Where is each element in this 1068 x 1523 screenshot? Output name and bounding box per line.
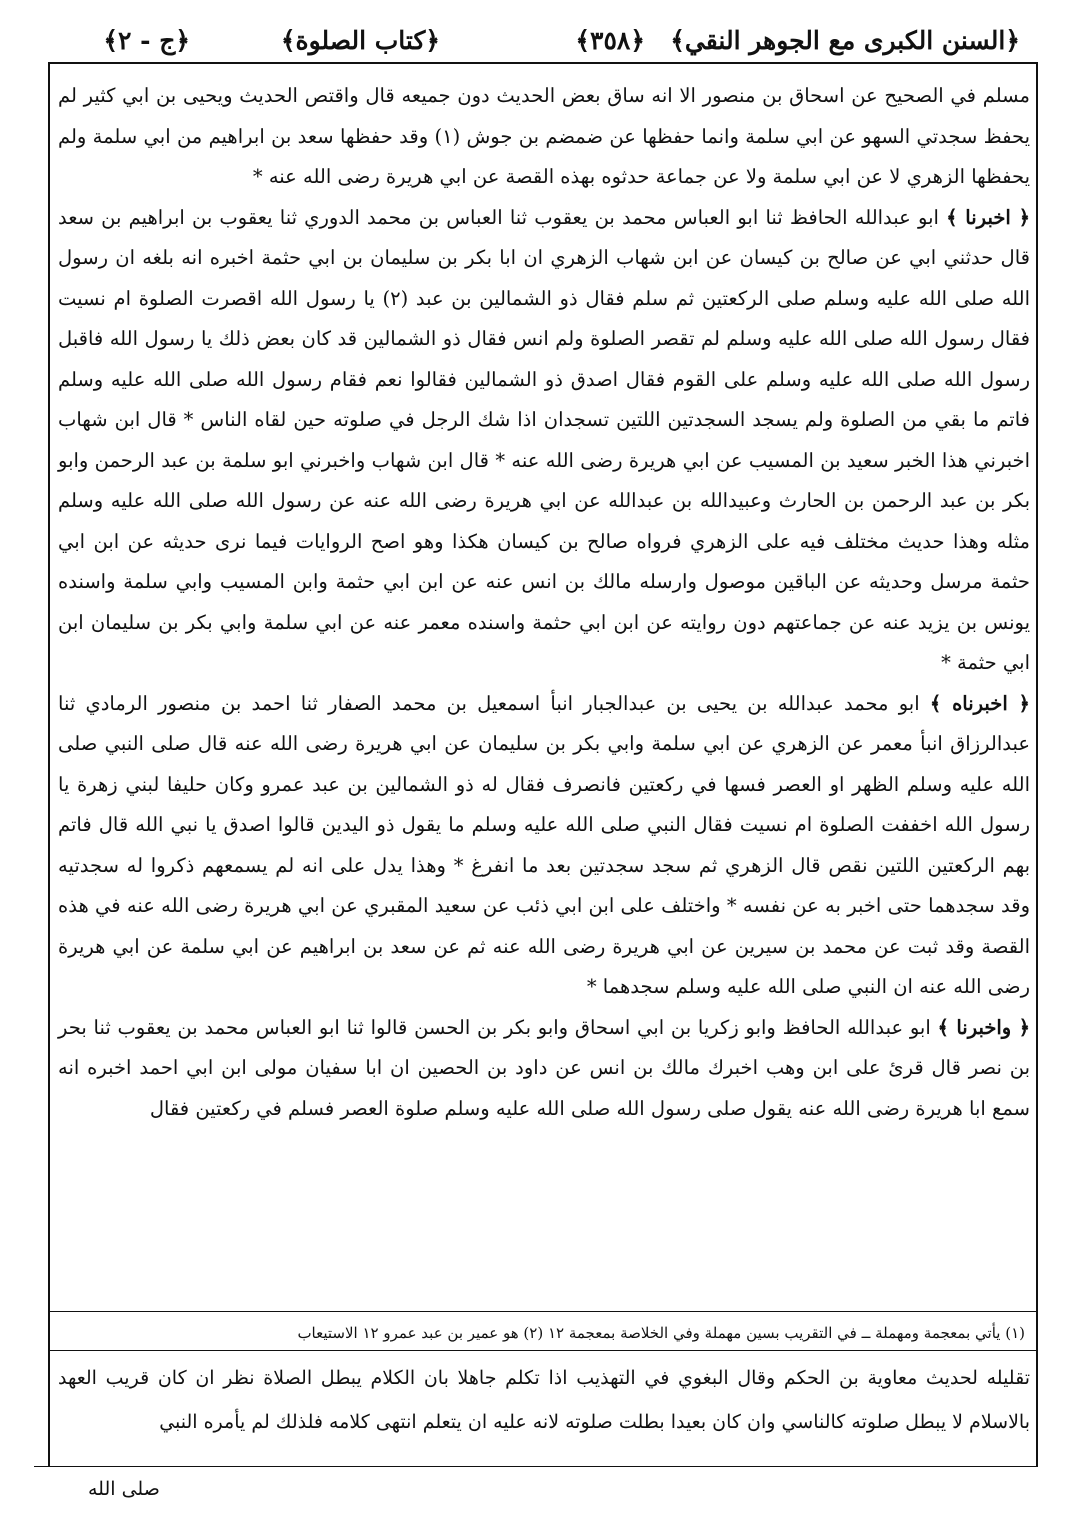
paragraph (58, 198, 1030, 684)
paragraph-text: ابو عبدالله الحافظ ثنا ابو العباس محمد بن يعقوب ثنا العباس بن محمد الدوري ثنا يعقوب بن ابراهيم بن سعد قال حدثني ابي عن صالح بن كيسان عن ابن شهاب الزهري ان ابا بكر بن سليمان بن ابي حثمة اخبره انه بلغه ان رسول الله صلى الله عليه وسلم صلى الركعتين ثم سلم فقال ذو الشمالين بن عبد (٢) يا رسول الله اقصرت الصلوة ام نسيت فقال رسول الله صلى الله عليه وسلم لم تقصر الصلوة ولم انس فقال ذو الشمالين قد كان بعض ذلك يا رسول الله فاقبل رسول الله صلى الله عليه وسلم على القوم فقال اصدق ذو الشمالين فقالوا نعم فقام رسول الله صلى الله عليه وسلم فاتم ما بقي من الصلوة ولم يسجد السجدتين اللتين تسجدان اذا شك الرجل في صلوته حين لقاه الناس * قال ابن شهاب اخبرني هذا الخبر سعيد بن المسيب عن ابي هريرة رضى الله عنه * قال ابن شهاب واخبرني ابو سلمة بن عبد الرحمن وابو بكر بن عبد الرحمن بن الحارث وعبيدالله بن عبدالله عن ابي هريرة رضى الله عنه عن رسول الله صلى الله عليه وسلم مثله وهذا حديث مختلف فيه على الزهري فرواه صالح بن كيسان هكذا وهو اصح الروايات فيما نرى حديثه عن ابن ابي حثمة مرسل وحديثه عن الباقين موصول وارسله مالك بن انس عنه عن ابن ابي حثمة وابن المسيب وابي سلمة واسنده يونس بن يزيد عنه عن جماعتهم دون روايته عن ابن ابي حثمة واسنده معمر عنه عن ابي سلمة وابي بكر بن سليمان ابن ابي حثمة * (58, 205, 1030, 674)
paragraph (58, 684, 1030, 1008)
commentary-divider (48, 1350, 1038, 1351)
paragraph-text: مسلم في الصحيح عن اسحاق بن منصور الا انه ساق بعض الحديث دون جميعه قال واقتص الحديث ويحيى بن ابي كثير لم يحفظ سجدتي السهو عن ابي سلمة وانما حفظها عن ضمضم بن جوش (١) وقد حفظها سعد بن ابراهيم من ابي سلمة ولم يحفظها الزهري لا عن ابي سلمة ولا عن جماعة حدثوه بهذه القصة عن ابي هريرة رضى الله عنه * (58, 84, 1031, 188)
commentary: تقليله لحديث معاوية بن الحكم وقال البغوي في التهذيب اذا تكلم جاهلا بان الكلام يبطل الصلاة نظر ان كان قريب العهد بالاسلام لا يبطل صلوته كالناسي وان كان بعيدا بطلت صلوته لانه عليه ان يتعلم انتهى كلامه فلذلك لم يأمره النبي (58, 1367, 1030, 1433)
bottom-divider (34, 1466, 1038, 1467)
paragraph-lead: ﴿ اخبرناه ﴾ (929, 691, 1030, 715)
paragraph (58, 76, 1030, 198)
paragraph-lead: ﴿ واخبرنا ﴾ (937, 1015, 1030, 1039)
main-text (58, 76, 1030, 1129)
paragraph-lead: ﴿ اخبرنا ﴾ (946, 205, 1030, 229)
chapter-title: ﴿كتاب الصلوة﴾ (280, 26, 440, 55)
page-number: ﴿٣٥٨﴾ (575, 26, 645, 55)
paragraph-text: ابو محمد عبدالله بن يحيى بن عبدالجبار انبأ اسمعيل بن محمد الصفار ثنا احمد بن منصور الرمادي ثنا عبدالرزاق انبأ معمر عن الزهري عن ابي سلمة وابي بكر بن سليمان عن ابي هريرة رضى الله عنه قال صلى النبي صلى الله عليه وسلم الظهر او العصر فسها في ركعتين فانصرف فقال له ذو الشمالين بن عبد عمرو وكان حليفا لبني زهرة يا رسول الله اخففت الصلوة ام نسيت فقال النبي صلى الله عليه وسلم ما يقول ذو اليدين قالوا اصدق يا نبي الله قال فاتم بهم الركعتين اللتين نقص قال الزهري ثم سجد سجدتين بعد ما انفرغ * وهذا يدل على انه لم يسمعهم ذكروا له سجدتيه وقد سجدهما حتى اخبر به عن نفسه * واختلف على ابن ابي ذئب عن سعيد المقبري عن ابي هريرة رضى الله عنه في هذه القصة وقد ثبت عن محمد بن سيرين عن ابي هريرة رضى الله عنه ثم عن سعد بن ابراهيم عن ابي سلمة عن ابي هريرة رضى الله عنه ان النبي صلى الله عليه وسلم سجدهما * (58, 691, 1030, 998)
catchword: صلى الله (88, 1478, 160, 1500)
footnote: (١) يأتي بمعجمة ومهملة ــ في التقريب بسين مهملة وفي الخلاصة بمعجمة ١٢ (٢) هو عمير بن عبد عمرو ١٢ الاستيعاب (297, 1324, 1025, 1342)
footnote-divider (48, 1311, 1038, 1312)
book-title: ﴿السنن الكبرى مع الجوهر النقي﴾ (670, 26, 1020, 55)
volume-label: ﴿ج - ٢﴾ (103, 26, 190, 55)
paragraph-text: ابو عبدالله الحافظ وابو زكريا بن ابي اسحاق وابو بكر بن الحسن قالوا ثنا ابو العباس محمد بن يعقوب ثنا بحر بن نصر قال قرئ على ابن وهب اخبرك مالك بن انس عن داود بن الحصين ان ابا سفيان مولى ابن ابي احمد اخبره انه سمع ابا هريرة رضى الله عنه يقول صلى رسول الله صلى الله عليه وسلم صلوة العصر فسلم في ركعتين فقال (58, 1015, 1030, 1120)
paragraph (58, 1008, 1030, 1130)
